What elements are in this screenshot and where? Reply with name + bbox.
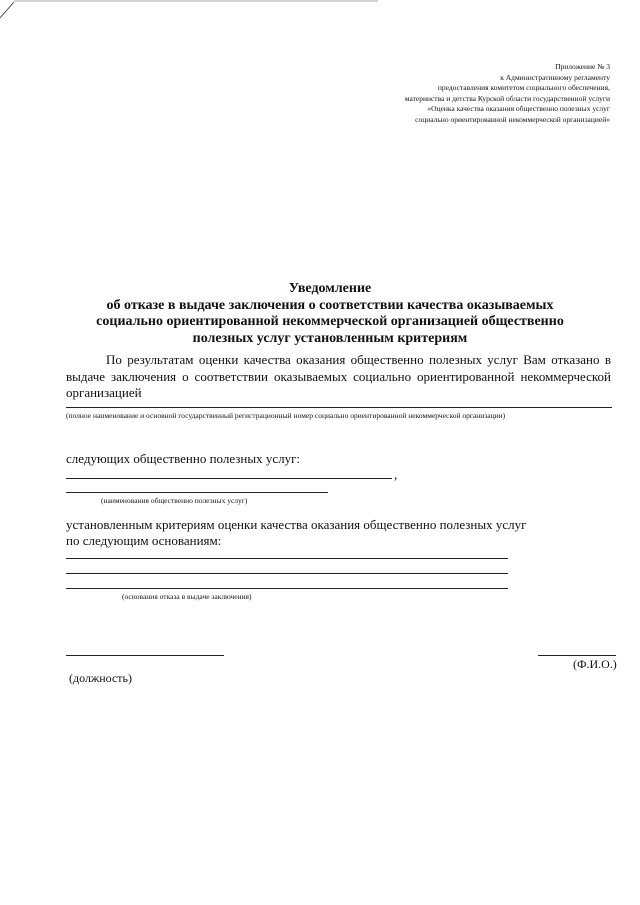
title-line: полезных услуг установленным критериям bbox=[192, 330, 468, 346]
reasons-caption: (основания отказа в выдаче заключения) bbox=[122, 592, 252, 601]
document-title bbox=[80, 281, 580, 347]
scan-edge-mark bbox=[0, 0, 380, 20]
services-intro: следующих общественно полезных услуг: bbox=[66, 451, 301, 466]
title-line: об отказе в выдаче заключения о соответствии качества оказываемых bbox=[106, 297, 554, 313]
appendix-line: материнства и детства Курской области государственной услуги bbox=[404, 93, 610, 103]
reasons-line-2 bbox=[66, 573, 508, 574]
reasons-line-1 bbox=[66, 558, 508, 559]
services-line-1 bbox=[66, 478, 392, 479]
refusal-text: По результатам оценки качества оказания общественно полезных услуг Вам отказано в выдаче заключения о соответствии оказываемых социально ориентированной некоммерческой организацией bbox=[66, 352, 611, 400]
title-line: социально ориентированной некоммерческой организацией общественно bbox=[96, 314, 564, 329]
reasons-line-3 bbox=[66, 588, 508, 589]
appendix-header bbox=[310, 62, 610, 125]
criteria-line-1: установленным критериям оценки качества оказания общественно полезных услуг bbox=[66, 517, 527, 532]
appendix-line: предоставления комитетом социального обеспечения, bbox=[437, 83, 610, 92]
appendix-line: Приложение № 3 bbox=[555, 62, 610, 71]
criteria-line-2: по следующим основаниям: bbox=[66, 533, 222, 548]
name-label: (Ф.И.О.) bbox=[573, 657, 617, 671]
org-name-caption: (полное наименование и основной государственный регистрационный номер социально ориентированной некоммерческой организации) bbox=[66, 411, 506, 420]
name-line bbox=[538, 655, 616, 656]
appendix-line: к Административному регламенту bbox=[500, 72, 610, 82]
services-line-2 bbox=[66, 492, 328, 493]
title-heading: Уведомление bbox=[288, 281, 372, 296]
appendix-line: «Оценка качества оказания общественно полезных услуг bbox=[427, 104, 610, 113]
appendix-line: социально ориентированной некоммерческой организацией» bbox=[415, 114, 610, 124]
position-label: (должность) bbox=[69, 671, 132, 685]
services-caption: (наименования общественно полезных услуг) bbox=[101, 496, 248, 505]
position-line bbox=[66, 655, 224, 656]
refusal-paragraph bbox=[66, 352, 611, 402]
org-name-line bbox=[66, 407, 612, 408]
services-comma: , bbox=[394, 467, 398, 482]
